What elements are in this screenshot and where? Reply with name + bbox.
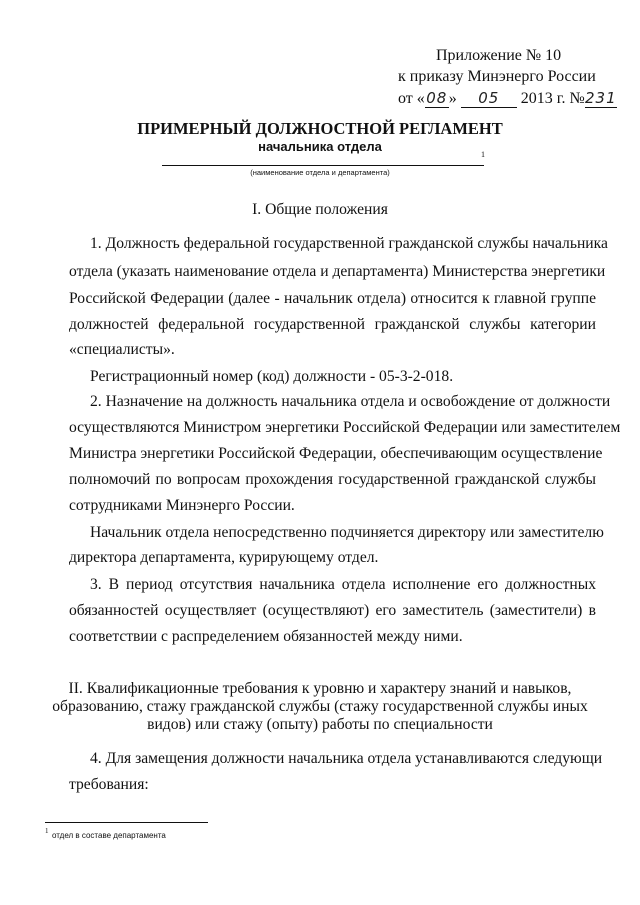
subtitle-rule	[162, 165, 484, 166]
p3-line: 3. В период отсутствия начальника отдела исполнение его должностных	[90, 576, 596, 593]
section1-heading: I. Общие положения	[252, 201, 388, 218]
date-year: 2013 г. №	[520, 90, 585, 107]
p1-line: отдела (указать наименование отдела и департамента) Министерства энергетики	[69, 263, 606, 280]
p2-line: 2. Назначение на должность начальника отдела и освобождение от должности	[90, 393, 611, 410]
subtitle-caption: (наименование отдела и департамента)	[250, 168, 390, 177]
date-mid: »	[448, 90, 457, 107]
p4-line: 4. Для замещения должности начальника отдела устанавливаются следующи	[90, 750, 603, 767]
footnote-marker: 1	[45, 827, 49, 835]
document-title: ПРИМЕРНЫЙ ДОЛЖНОСТНОЙ РЕГЛАМЕНТ	[137, 119, 503, 138]
section2-heading-line: видов) или стажу (опыту) работы по специальности	[147, 716, 493, 733]
footnote-text: отдел в составе департамента	[52, 831, 166, 840]
p2-line: осуществляются Министром энергетики Российской Федерации или заместителем	[69, 419, 621, 436]
p1-line: «специалисты».	[69, 341, 175, 358]
p3-line: обязанностей осуществляет (осуществляют) его заместитель (заместители) в	[69, 602, 596, 619]
p1-line: должностей федеральной государственной гражданской службы категории	[69, 316, 596, 333]
footnote-rule	[45, 822, 208, 823]
order-line: к приказу Минэнерго России	[398, 68, 596, 85]
p4-line: требования:	[69, 776, 149, 793]
p-sub-line: директора департамента, курирующему отдел.	[69, 549, 379, 566]
section2-heading-line: II. Квалификационные требования к уровню и характеру знаний и навыков,	[68, 680, 572, 697]
registration-number: Регистрационный номер (код) должности - 05-3-2-018.	[90, 368, 454, 385]
date-prefix: от «	[398, 90, 425, 107]
footnote-ref: 1	[481, 150, 485, 159]
p-sub-line: Начальник отдела непосредственно подчиняется директору или заместителю	[90, 524, 604, 541]
p1-line: 1. Должность федеральной государственной гражданской службы начальника	[90, 235, 608, 252]
appendix-label: Приложение № 10	[436, 47, 562, 64]
order-number: 231	[584, 89, 617, 107]
document-subtitle: начальника отдела	[258, 139, 382, 154]
date-day: 08	[426, 89, 448, 107]
p1-line: Российской Федерации (далее - начальник отдела) относится к главной группе	[69, 290, 596, 307]
section2-heading-line: образованию, стажу гражданской службы (стажу государственной службы иных	[52, 698, 588, 715]
p2-line: полномочий по вопросам прохождения государственной гражданской службы	[69, 471, 596, 488]
p3-line: соответствии с распределением обязанностей между ними.	[69, 628, 463, 645]
order-date-line	[398, 89, 617, 108]
date-month: 05	[461, 89, 517, 108]
p2-line: Министра энергетики Российской Федерации, обеспечивающим осуществление	[69, 445, 603, 462]
p2-line: сотрудниками Минэнерго России.	[69, 497, 295, 514]
